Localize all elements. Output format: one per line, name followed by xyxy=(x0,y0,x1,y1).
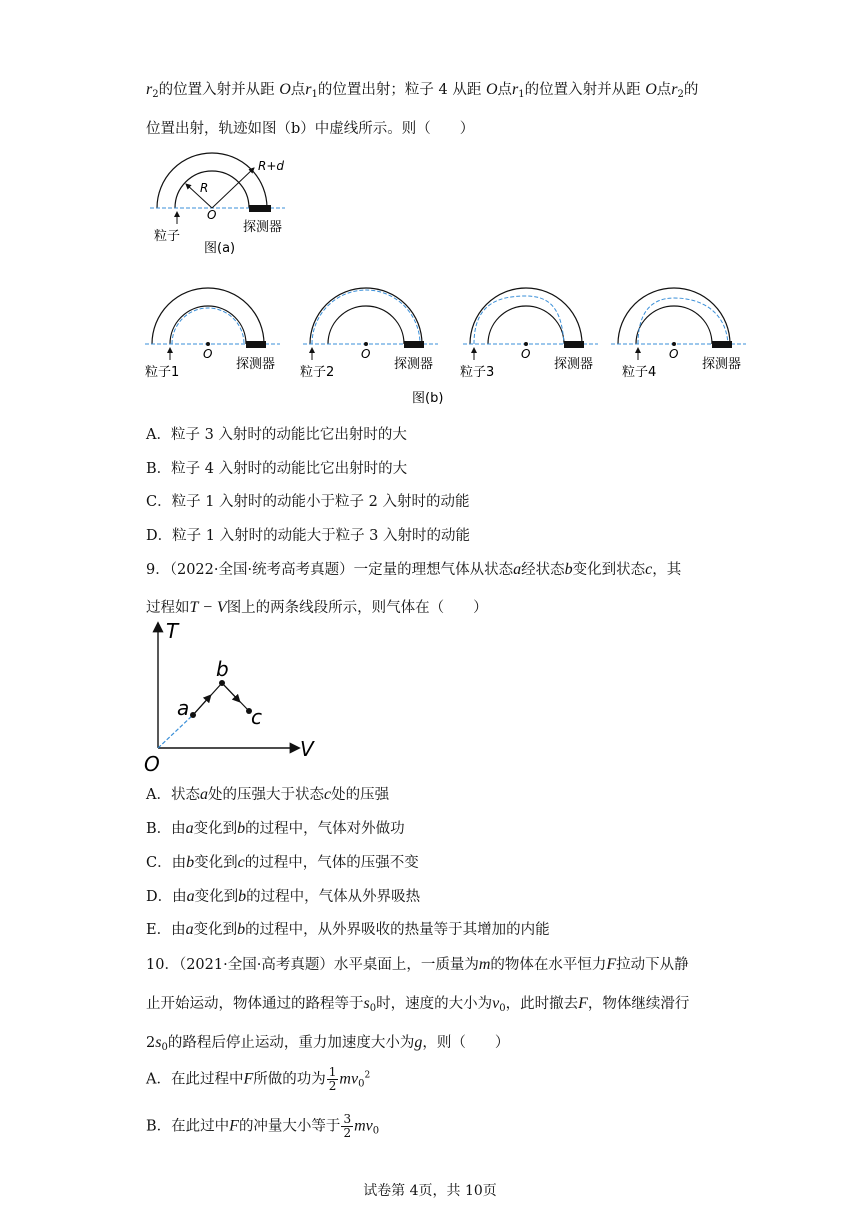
q9-option-b: B．由a变化到b的过程中，气体对外做功 xyxy=(146,820,405,837)
fraction-three-halves: $\frac{3}{2}$ xyxy=(343,1112,352,1140)
q10-option-b: B．在此过中F的冲量大小等于 $\frac{3}{2}$ $mv_0$ xyxy=(146,1112,380,1140)
caption-a: 图(a) xyxy=(204,241,236,256)
svg-text:探测器: 探测器 xyxy=(702,357,742,372)
inner-arc xyxy=(175,171,249,208)
axis-label-T: T xyxy=(166,619,179,643)
label-R: R xyxy=(200,181,209,195)
label-particle-3: 粒子3 xyxy=(460,365,495,380)
q10-line-1: 10．（2021·全国·高考真题）水平桌面上，一质量为m的物体在水平恒力F拉动下从静 xyxy=(146,956,689,973)
intro-line-1: $r_2$的位置入射并从距 O点$r_1$的位置出射；粒子 4 从距 O点$r_1$的位置入射并从距 O点$r_2$的 xyxy=(146,81,699,100)
svg-text:O: O xyxy=(203,347,213,361)
svg-text:探测器: 探测器 xyxy=(394,357,434,372)
label-R-plus-d: R+d xyxy=(258,159,285,173)
q9-option-e: E．由a变化到b的过程中，从外界吸收的热量等于其增加的内能 xyxy=(146,921,550,938)
panel-4 xyxy=(611,288,746,380)
q8-option-a: A．粒子 3 入射时的动能比它出射时的大 xyxy=(146,427,407,443)
detector-block xyxy=(249,205,271,212)
label-particle-4: 粒子4 xyxy=(622,365,657,380)
label-a: a xyxy=(177,696,190,720)
origin-label: O xyxy=(144,752,160,776)
page-footer: 试卷第 4页，共 10页 xyxy=(363,1183,497,1199)
point-a xyxy=(190,712,196,718)
q8-option-b: B．粒子 4 入射时的动能比它出射时的大 xyxy=(146,461,408,477)
q9-option-a: A．状态a处的压强大于状态c处的压强 xyxy=(146,786,390,803)
label-particle: 粒子 xyxy=(154,229,181,244)
panel-2 xyxy=(300,288,438,380)
figure-a xyxy=(140,152,300,262)
panel-1 xyxy=(145,288,280,380)
label-particle-2: 粒子2 xyxy=(300,365,335,380)
label-detector: 探测器 xyxy=(243,220,283,235)
svg-text:探测器: 探测器 xyxy=(554,357,594,372)
panel-3 xyxy=(460,288,598,380)
q9-line-1: 9．（2022·全国·统考高考真题）一定量的理想气体从状态a经状态b变化到状态c，其 xyxy=(146,561,682,578)
tv-graph xyxy=(140,616,330,776)
outer-arc xyxy=(157,153,267,208)
svg-text:O: O xyxy=(669,347,679,361)
q9-line-2: 过程如T − V图上的两条线段所示，则气体在（ ） xyxy=(146,599,488,616)
svg-text:探测器: 探测器 xyxy=(236,357,276,372)
label-particle-1: 粒子1 xyxy=(145,365,180,380)
q8-option-c: C．粒子 1 入射时的动能小于粒子 2 入射时的动能 xyxy=(146,494,470,510)
q9-option-d: D．由a变化到b的过程中，气体从外界吸热 xyxy=(146,888,421,905)
q10-line-3: $2s_0$的路程后停止运动，重力加速度大小为g，则（ ） xyxy=(146,1034,510,1053)
fraction-one-half: $\frac{1}{2}$ xyxy=(328,1065,337,1093)
svg-text:O: O xyxy=(361,347,371,361)
caption-b: 图(b) xyxy=(412,391,444,406)
svg-text:O: O xyxy=(521,347,531,361)
figure-b xyxy=(140,284,760,408)
intro-line-2: 位置出射，轨迹如图（b）中虚线所示。则（ ） xyxy=(146,121,475,137)
label-b: b xyxy=(216,657,229,681)
label-c: c xyxy=(251,705,262,729)
q9-option-c: C．由b变化到c的过程中，气体的压强不变 xyxy=(146,854,419,871)
q10-line-2: 止开始运动，物体通过的路程等于$s_0$时，速度的大小为$v_0$，此时撤去F，物体继续滑行 xyxy=(146,995,690,1014)
symbol-r: r xyxy=(146,81,153,98)
q8-option-d: D．粒子 1 入射时的动能大于粒子 3 入射时的动能 xyxy=(146,528,471,544)
axis-label-V: V xyxy=(300,737,314,761)
q10-option-a: A．在此过程中F所做的功为 $\frac{1}{2}$ $mv_0^2$ xyxy=(146,1065,371,1093)
label-O: O xyxy=(207,208,217,222)
